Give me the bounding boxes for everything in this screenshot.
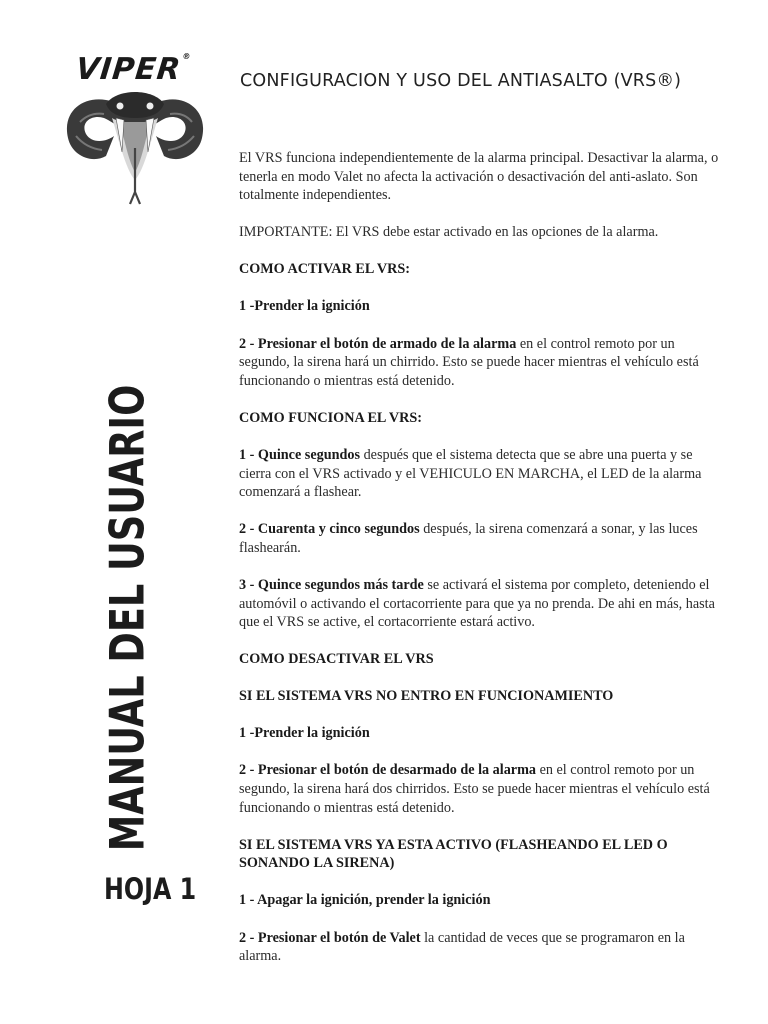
body-paragraph: [239, 761, 724, 817]
brand-wordmark: [74, 52, 192, 87]
paragraph-bold-lead: 1 -Prender la ignición: [239, 725, 370, 742]
paragraph-bold-lead: 1 - Quince segundos: [239, 446, 361, 463]
paragraph-bold-lead: SI EL SISTEMA VRS NO ENTRO EN FUNCIONAMIENTO: [239, 688, 614, 705]
paragraph-bold-lead: 2 - Cuarenta y cinco segundos: [239, 521, 420, 538]
paragraph-bold-lead: SI EL SISTEMA VRS YA ESTA ACTIVO (FLASHEANDO EL LED O SONANDO LA SIRENA): [239, 836, 668, 872]
paragraph-bold-lead: COMO ACTIVAR EL VRS:: [239, 261, 410, 278]
body-paragraph: [239, 576, 724, 632]
paragraph-bold-lead: COMO FUNCIONA EL VRS:: [239, 409, 423, 426]
paragraph-bold-lead: 1 -Prender la ignición: [239, 298, 370, 315]
body-paragraph: [239, 409, 724, 428]
body-paragraph: [239, 836, 724, 873]
paragraph-text: después que el sistema detecta que se abre una puerta y se cierra con el VRS activado y el VEHICULO EN MARCHA, el LED de la alarma comenzará a flashear.: [239, 446, 702, 501]
document-body: [239, 149, 724, 984]
paragraph-text: en el control remoto por un segundo, la sirena hará dos chirridos. Esto se puede hacer mientras el vehículo está funcionando o mientras está detenido.: [239, 762, 710, 816]
body-paragraph: [239, 260, 724, 279]
body-paragraph: [239, 335, 724, 391]
paragraph-text: la cantidad de veces que se programaron en la alarma.: [239, 929, 685, 965]
body-paragraph: [239, 297, 724, 316]
paragraph-bold-lead: 2 - Presionar el botón de armado de la alarma: [239, 335, 517, 352]
paragraph-bold-lead: 1 - Apagar la ignición, prender la ignición: [239, 892, 491, 909]
body-paragraph: [239, 223, 724, 242]
body-paragraph: [239, 446, 724, 502]
page-title: CONFIGURACION Y USO DEL ANTIASALTO (VRS®): [240, 71, 682, 91]
paragraph-text: en el control remoto por un segundo, la sirena hará un chirrido. Esto se puede hacer mientras el vehículo está funcionando o mientras está detenido.: [239, 335, 699, 389]
body-paragraph: [239, 687, 724, 706]
side-title-manual: MANUAL DEL USUARIO: [100, 384, 156, 852]
body-paragraph: [239, 929, 724, 966]
paragraph-text: IMPORTANTE: El VRS debe estar activado en las opciones de la alarma.: [239, 224, 659, 241]
body-paragraph: [239, 724, 724, 743]
paragraph-bold-lead: 2 - Presionar el botón de Valet: [239, 929, 421, 946]
body-paragraph: [239, 650, 724, 669]
body-paragraph: [239, 891, 724, 910]
paragraph-text: después, la sirena comenzará a sonar, y las luces flashearán.: [239, 521, 698, 556]
paragraph-bold-lead: COMO DESACTIVAR EL VRS: [239, 651, 434, 668]
body-paragraph: [239, 149, 724, 205]
body-paragraph: [239, 520, 724, 557]
paragraph-text: El VRS funciona independientemente de la alarma principal. Desactivar la alarma, o tenerla en modo Valet no afecta la activación o desactivación del anti-aslato. Son totalmente independientes.: [239, 150, 719, 204]
paragraph-text: se activará el sistema por completo, deteniendo el automóvil o activando el cortacorriente para que ya no prenda. De ahi en más, hasta que el VRS se active, el cortacorriente estará activo.: [239, 576, 715, 631]
brand-registered-mark: ®: [181, 52, 192, 61]
brand-name: VIPER: [74, 52, 183, 87]
sheet-label: HOJA 1: [104, 872, 197, 906]
paragraph-bold-lead: 3 - Quince segundos más tarde: [239, 576, 424, 593]
paragraph-bold-lead: 2 - Presionar el botón de desarmado de la alarma: [239, 762, 537, 779]
